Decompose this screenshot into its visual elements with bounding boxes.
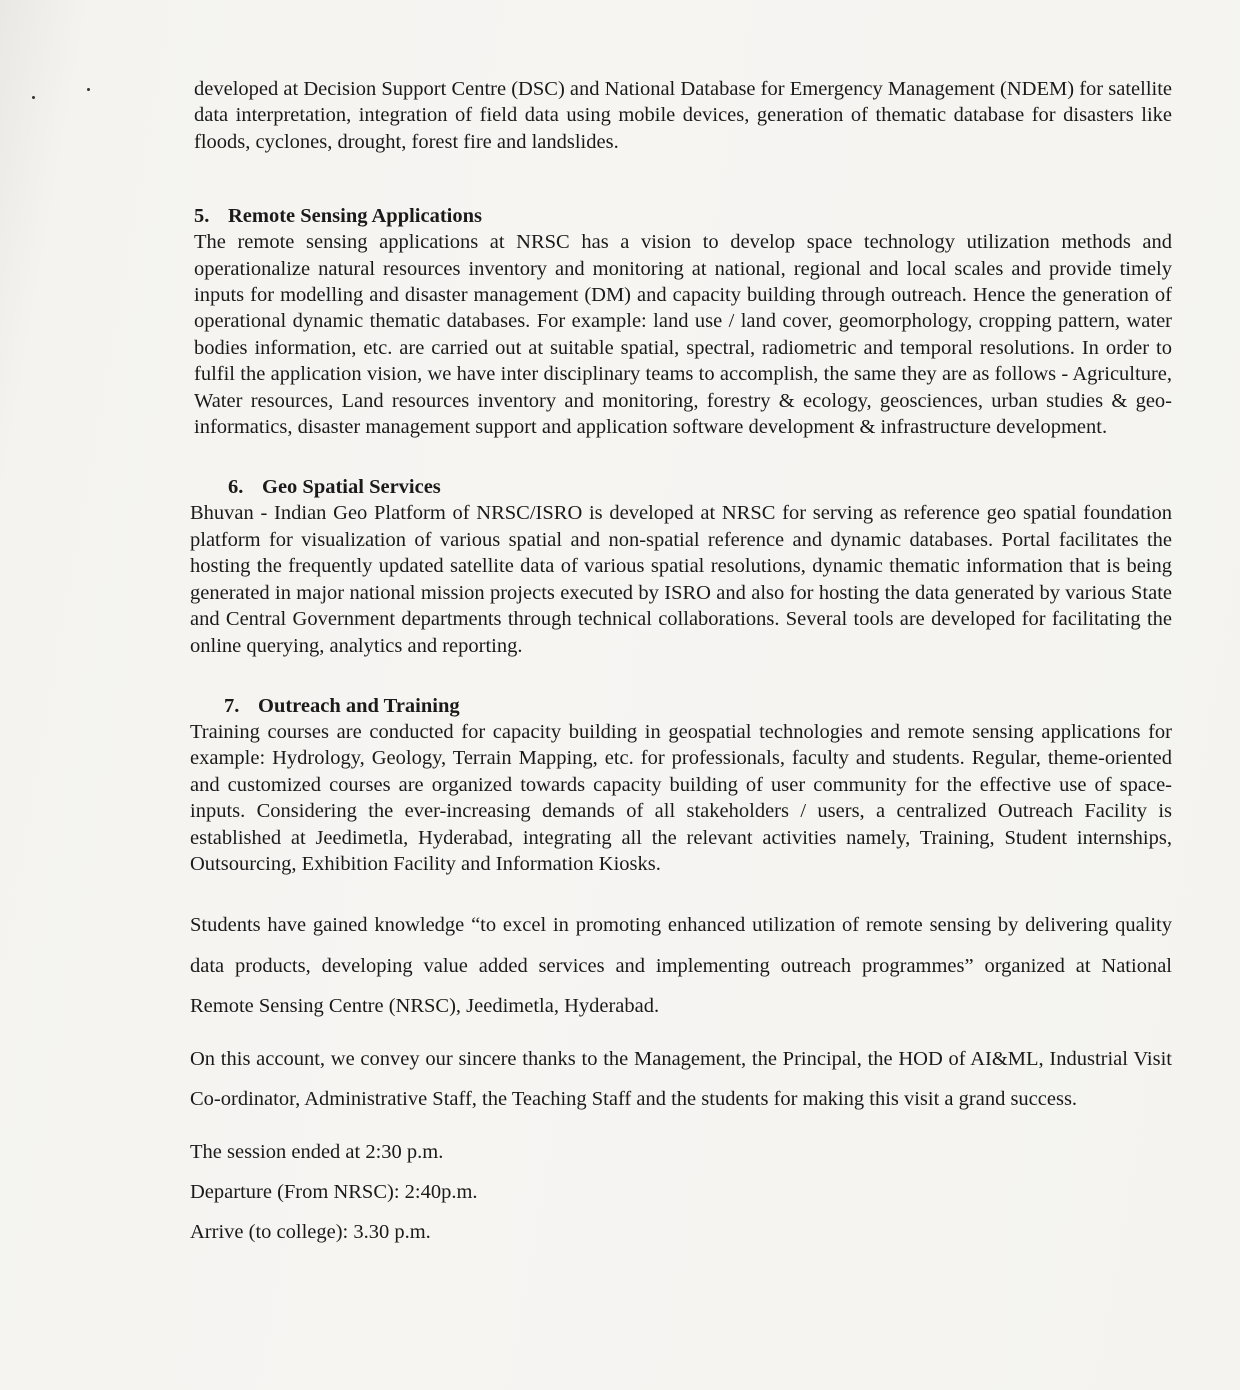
- document-body: [190, 76, 1172, 1252]
- scan-speck: [32, 96, 35, 99]
- session-end-line: The session ended at 2:30 p.m.: [190, 1140, 444, 1163]
- section-remote-sensing-applications: [190, 203, 1172, 440]
- section-body: Bhuvan - Indian Geo Platform of NRSC/ISRO is developed at NRSC for serving as reference geo spatial foundation platform for visualization of various spatial and non-spatial reference and dynamic databases. Portal facilitates the hosting the frequently updated satellite data of various spatial resolutions, dynamic thematic information that is being generated in major national mission projects executed by ISRO and also for hosting the data generated by various State and Central Government departments through technical collaborations. Several tools are developed for facilitating the online querying, analytics and reporting.: [190, 502, 1172, 657]
- departure-line: Departure (From NRSC): 2:40p.m.: [190, 1180, 478, 1203]
- section-body: The remote sensing applications at NRSC has a vision to develop space technology utilization methods and operationalize natural resources inventory and monitoring at national, regional and local scales and provide timely inputs for modelling and disaster management (DM) and capacity building through outreach. Hence the generation of operational dynamic thematic databases. For example: land use / land cover, geomorphology, cropping pattern, water bodies information, etc. are carried out at suitable spatial, spectral, radiometric and temporal resolutions. In order to fulfil the application vision, we have inter disciplinary teams to accomplish, the same they are as follows - Agriculture, Water resources, Land resources inventory and monitoring, forestry & ecology, geosciences, urban studies & geo-informatics, disaster management support and application software development & infrastructure development.: [194, 231, 1172, 439]
- section-heading: [228, 474, 1172, 500]
- arrival-line: Arrive (to college): 3.30 p.m.: [190, 1220, 431, 1243]
- section-heading: [194, 203, 1172, 229]
- section-heading: [224, 693, 1172, 719]
- students-paragraph: Students have gained knowledge “to excel in promoting enhanced utilization of remote sensing by delivering quality data products, developing value added services and implementing outreach programmes” organized at National Remote Sensing Centre (NRSC), Jeedimetla, Hyderabad.: [190, 914, 1172, 1018]
- section-number: 5.: [194, 205, 210, 228]
- section-title: Geo Spatial Services: [262, 476, 441, 499]
- section-body: Training courses are conducted for capacity building in geospatial technologies and remote sensing applications for example: Hydrology, Geology, Terrain Mapping, etc. for professionals, faculty and students. Regular, theme-oriented and customized courses are organized towards capacity building of user community for the effective use of space-inputs. Considering the ever-increasing demands of all stakeholders / users, a centralized Outreach Facility is established at Jeedimetla, Hyderabad, integrating all the relevant activities namely, Training, Student internships, Outsourcing, Exhibition Facility and Information Kiosks.: [190, 720, 1172, 875]
- section-number: 7.: [224, 694, 240, 717]
- section-geo-spatial-services: [190, 474, 1172, 658]
- timings-block: [190, 1132, 1172, 1252]
- section-number: 6.: [228, 476, 244, 499]
- section-title: Outreach and Training: [258, 694, 460, 717]
- section-outreach-and-training: [190, 693, 1172, 877]
- thanks-paragraph: On this account, we convey our sincere thanks to the Management, the Principal, the HOD of AI&ML, Industrial Visit Co-ordinator, Administrative Staff, the Teaching Staff and the students for making this visit a grand success.: [190, 1047, 1172, 1111]
- section-title: Remote Sensing Applications: [228, 205, 482, 228]
- scan-speck: [87, 88, 90, 91]
- intro-paragraph: developed at Decision Support Centre (DSC) and National Database for Emergency Management (NDEM) for satellite data interpretation, integration of field data using mobile devices, generation of thematic database for disasters like floods, cyclones, drought, forest fire and landslides.: [194, 78, 1172, 153]
